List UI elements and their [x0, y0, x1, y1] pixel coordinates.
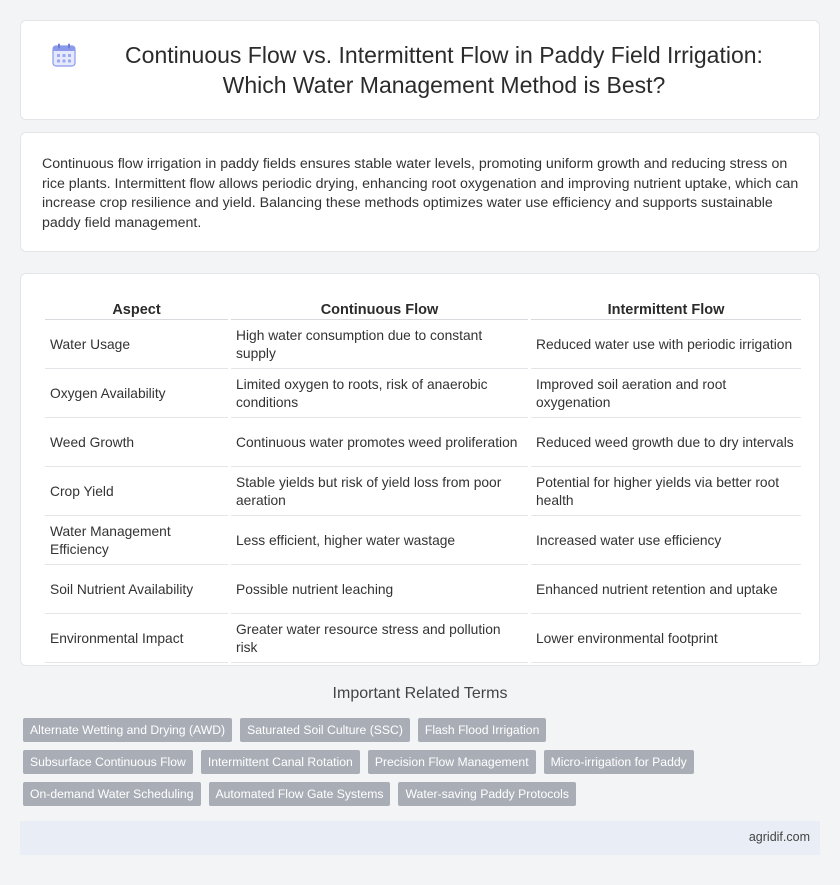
aspect-cell: Water Usage	[45, 322, 228, 369]
aspect-cell: Environmental Impact	[45, 616, 228, 663]
related-terms-list	[23, 718, 723, 806]
title-row	[21, 21, 819, 119]
intermittent-cell: Reduced water use with periodic irrigation	[531, 322, 801, 369]
intermittent-cell: Increased water use efficiency	[531, 518, 801, 565]
related-terms-heading: Important Related Terms	[332, 685, 508, 702]
related-term-tag[interactable]: Flash Flood Irrigation	[418, 718, 546, 742]
aspect-cell: Crop Yield	[45, 469, 228, 516]
aspect-cell: Oxygen Availability	[45, 371, 228, 418]
related-term-tag[interactable]: Alternate Wetting and Drying (AWD)	[23, 718, 232, 742]
page-title: Continuous Flow vs. Intermittent Flow in Paddy Field Irrigation: Which Water Management Method is Best?	[125, 42, 763, 98]
aspect-cell: Soil Nutrient Availability	[45, 567, 228, 614]
related-term-tag[interactable]: Saturated Soil Culture (SSC)	[240, 718, 410, 742]
continuous-cell: Less efficient, higher water wastage	[231, 518, 528, 565]
table-row	[45, 322, 801, 369]
header-aspect: Aspect	[45, 298, 228, 320]
continuous-cell: Limited oxygen to roots, risk of anaerobic conditions	[231, 371, 528, 418]
related-term-tag[interactable]: Precision Flow Management	[368, 750, 536, 774]
continuous-cell: Possible nutrient leaching	[231, 567, 528, 614]
footer-site-link[interactable]: agridif.com	[748, 830, 810, 844]
table-row	[45, 469, 801, 516]
continuous-cell: High water consumption due to constant supply	[231, 322, 528, 369]
header-intermittent-flow: Intermittent Flow	[531, 298, 801, 320]
intermittent-cell: Reduced weed growth due to dry intervals	[531, 420, 801, 467]
summary-card	[20, 132, 820, 252]
related-term-tag[interactable]: Subsurface Continuous Flow	[23, 750, 193, 774]
title-card	[20, 20, 820, 120]
related-term-tag[interactable]: Water-saving Paddy Protocols	[398, 782, 575, 806]
comparison-table-card	[20, 273, 820, 666]
continuous-cell: Greater water resource stress and pollution risk	[231, 616, 528, 663]
related-term-tag[interactable]: Intermittent Canal Rotation	[201, 750, 360, 774]
continuous-cell: Stable yields but risk of yield loss from poor aeration	[231, 469, 528, 516]
related-term-tag[interactable]: On-demand Water Scheduling	[23, 782, 201, 806]
intermittent-cell: Enhanced nutrient retention and uptake	[531, 567, 801, 614]
table-row	[45, 567, 801, 614]
intermittent-cell: Potential for higher yields via better root health	[531, 469, 801, 516]
related-term-tag[interactable]: Automated Flow Gate Systems	[209, 782, 391, 806]
table-header-row	[45, 298, 801, 320]
intermittent-cell: Improved soil aeration and root oxygenation	[531, 371, 801, 418]
footer	[20, 821, 820, 855]
table-row	[45, 616, 801, 663]
continuous-cell: Continuous water promotes weed proliferation	[231, 420, 528, 467]
table-row	[45, 420, 801, 467]
summary-text: Continuous flow irrigation in paddy fields ensures stable water levels, promoting uniform growth and reducing stress on rice plants. Intermittent flow allows periodic drying, enhancing root oxygenation and improving nutrient uptake, which can increase crop resilience and yield. Balancing these methods optimizes water use efficiency and supports sustainable paddy field management.	[42, 156, 799, 231]
intermittent-cell: Lower environmental footprint	[531, 616, 801, 663]
table-row	[45, 518, 801, 565]
calendar-icon	[51, 42, 77, 68]
comparison-table	[42, 296, 804, 665]
header-continuous-flow: Continuous Flow	[231, 298, 528, 320]
aspect-cell: Weed Growth	[45, 420, 228, 467]
related-term-tag[interactable]: Micro-irrigation for Paddy	[544, 750, 694, 774]
aspect-cell: Water Management Efficiency	[45, 518, 228, 565]
table-row	[45, 371, 801, 418]
